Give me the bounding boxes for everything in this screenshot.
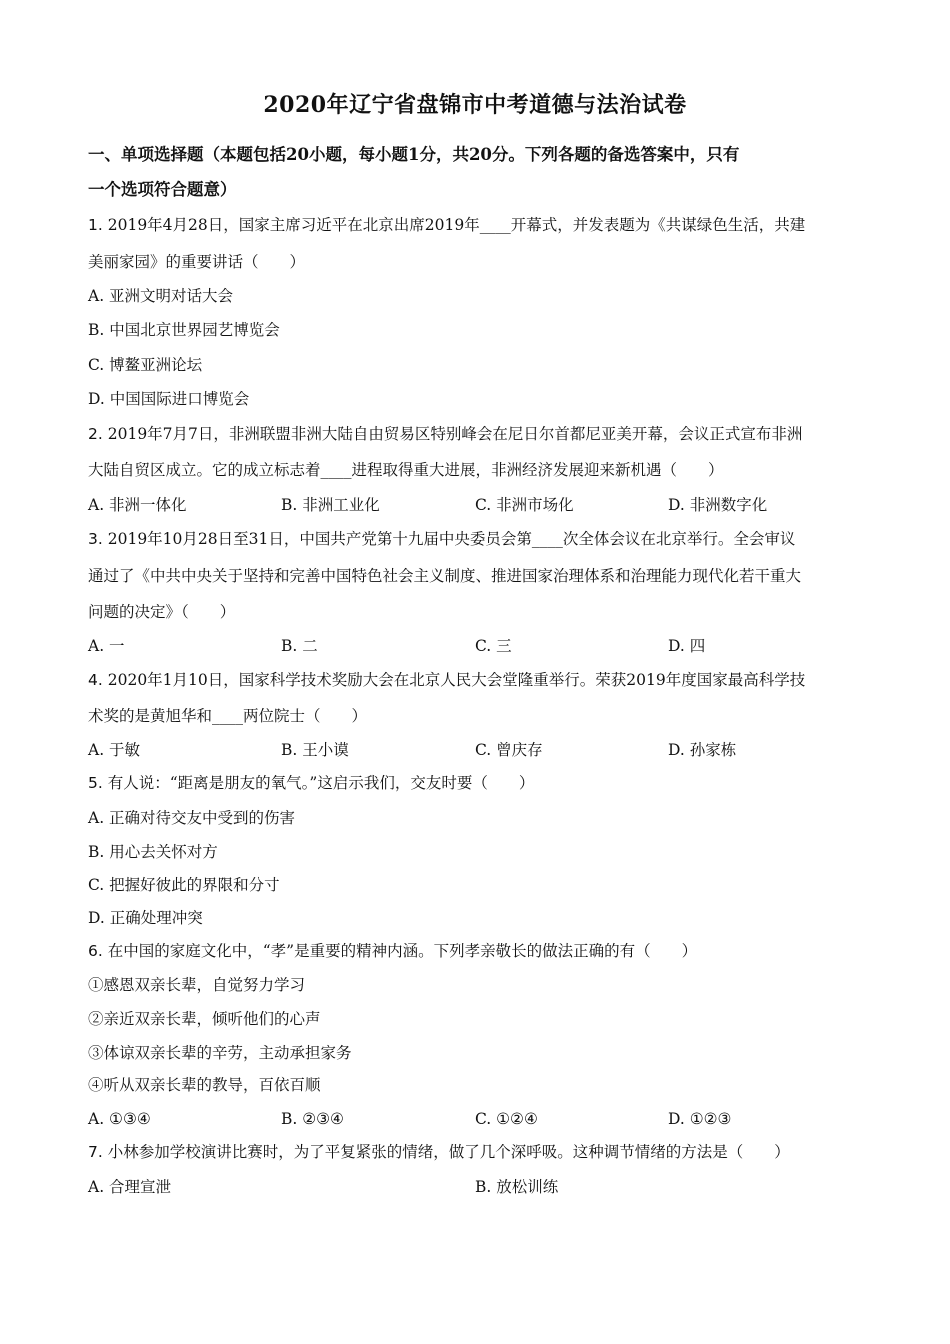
q5-option-d: D. 正确处理冲突 bbox=[88, 909, 203, 927]
question-1 bbox=[88, 215, 868, 235]
q5-option-c: C. 把握好彼此的界限和分寸 bbox=[88, 876, 280, 894]
question-1-stem-cont: 美丽家园》的重要讲话（ ） bbox=[88, 253, 306, 271]
q6-option-a: A. ①③④ bbox=[88, 1110, 151, 1128]
q6-item-1: ①感恩双亲长辈，自觉努力学习 bbox=[88, 976, 306, 994]
q2-option-a: A. 非洲一体化 bbox=[88, 496, 187, 514]
question-stem: 2020年1月10日，国家科学技术奖励大会在北京人民大会堂隆重举行。荣获2019年度国家最高科学技 bbox=[107, 671, 806, 689]
q6-option-d: D. ①②③ bbox=[668, 1110, 732, 1128]
q6-item-2: ②亲近双亲长辈，倾听他们的心声 bbox=[88, 1010, 321, 1028]
question-number: 5. bbox=[88, 774, 103, 792]
q4-options bbox=[88, 740, 868, 760]
question-stem: 2019年7月7日，非洲联盟非洲大陆自由贸易区特别峰会在尼日尔首都尼亚美开幕，会议正式宣布非洲 bbox=[107, 425, 803, 443]
q2-option-d: D. 非洲数字化 bbox=[668, 496, 768, 514]
question-number: 3. bbox=[88, 530, 103, 548]
section-heading-line2: 一个选项符合题意） bbox=[88, 180, 237, 199]
q7-options bbox=[88, 1177, 868, 1197]
question-4 bbox=[88, 670, 868, 690]
q5-option-b: B. 用心去关怀对方 bbox=[88, 843, 218, 861]
q6-item-3: ③体谅双亲长辈的辛劳，主动承担家务 bbox=[88, 1044, 352, 1062]
q6-options bbox=[88, 1109, 868, 1129]
question-2-stem-cont: 大陆自贸区成立。它的成立标志着____进程取得重大进展，非洲经济发展迎来新机遇（ ） bbox=[88, 461, 724, 479]
question-stem: 有人说：“距离是朋友的氧气。”这启示我们，交友时要（ ） bbox=[107, 774, 535, 792]
question-3 bbox=[88, 529, 868, 549]
question-number: 1. bbox=[88, 216, 103, 234]
q7-option-a: A. 合理宣泄 bbox=[88, 1178, 172, 1196]
q2-option-c: C. 非洲市场化 bbox=[475, 496, 574, 514]
question-7 bbox=[88, 1142, 868, 1162]
question-number: 2. bbox=[88, 425, 103, 443]
q1-option-b: B. 中国北京世界园艺博览会 bbox=[88, 321, 280, 339]
question-3-stem-cont: 通过了《中共中央关于坚持和完善中国特色社会主义制度、推进国家治理体系和治理能力现代化若干重大 bbox=[88, 567, 802, 585]
page-title: 2020年辽宁省盘锦市中考道德与法治试卷 bbox=[263, 92, 687, 118]
q3-option-d: D. 四 bbox=[668, 637, 706, 655]
q2-options bbox=[88, 495, 868, 515]
q6-option-c: C. ①②④ bbox=[475, 1110, 538, 1128]
q3-option-a: A. 一 bbox=[88, 637, 125, 655]
q3-option-b: B. 二 bbox=[281, 637, 318, 655]
q6-item-4: ④听从双亲长辈的教导，百依百顺 bbox=[88, 1076, 321, 1094]
question-5 bbox=[88, 773, 868, 793]
q3-option-c: C. 三 bbox=[475, 637, 512, 655]
question-number: 7. bbox=[88, 1143, 103, 1161]
q6-option-b: B. ②③④ bbox=[281, 1110, 344, 1128]
q1-option-d: D. 中国国际进口博览会 bbox=[88, 390, 250, 408]
question-6 bbox=[88, 941, 868, 961]
question-2 bbox=[88, 424, 868, 444]
question-number: 6. bbox=[88, 942, 103, 960]
section-heading-line1: 一、单项选择题（本题包括20小题，每小题1分，共20分。下列各题的备选答案中，只有 bbox=[88, 145, 740, 164]
q4-option-a: A. 于敏 bbox=[88, 741, 141, 759]
q4-option-c: C. 曾庆存 bbox=[475, 741, 543, 759]
question-number: 4. bbox=[88, 671, 103, 689]
q1-option-a: A. 亚洲文明对话大会 bbox=[88, 287, 234, 305]
q3-options bbox=[88, 636, 868, 656]
question-stem: 在中国的家庭文化中，“孝”是重要的精神内涵。下列孝亲敬长的做法正确的有（ ） bbox=[107, 942, 698, 960]
q7-option-b: B. 放松训练 bbox=[475, 1178, 559, 1196]
q2-option-b: B. 非洲工业化 bbox=[281, 496, 380, 514]
q5-option-a: A. 正确对待交友中受到的伤害 bbox=[88, 809, 296, 827]
q4-option-b: B. 王小谟 bbox=[281, 741, 349, 759]
question-stem: 2019年10月28日至31日，中国共产党第十九届中央委员会第____次全体会议在北京举行。全会审议 bbox=[107, 530, 796, 548]
question-stem: 小林参加学校演讲比赛时，为了平复紧张的情绪，做了几个深呼吸。这种调节情绪的方法是（ ） bbox=[107, 1143, 790, 1161]
q1-option-c: C. 博鳌亚洲论坛 bbox=[88, 356, 203, 374]
question-4-stem-cont: 术奖的是黄旭华和____两位院士（ ） bbox=[88, 707, 368, 725]
question-stem: 2019年4月28日，国家主席习近平在北京出席2019年____开幕式，并发表题为《共谋绿色生活，共建 bbox=[107, 216, 806, 234]
q4-option-d: D. 孙家栋 bbox=[668, 741, 737, 759]
question-3-stem-cont2: 问题的决定》（ ） bbox=[88, 603, 236, 621]
